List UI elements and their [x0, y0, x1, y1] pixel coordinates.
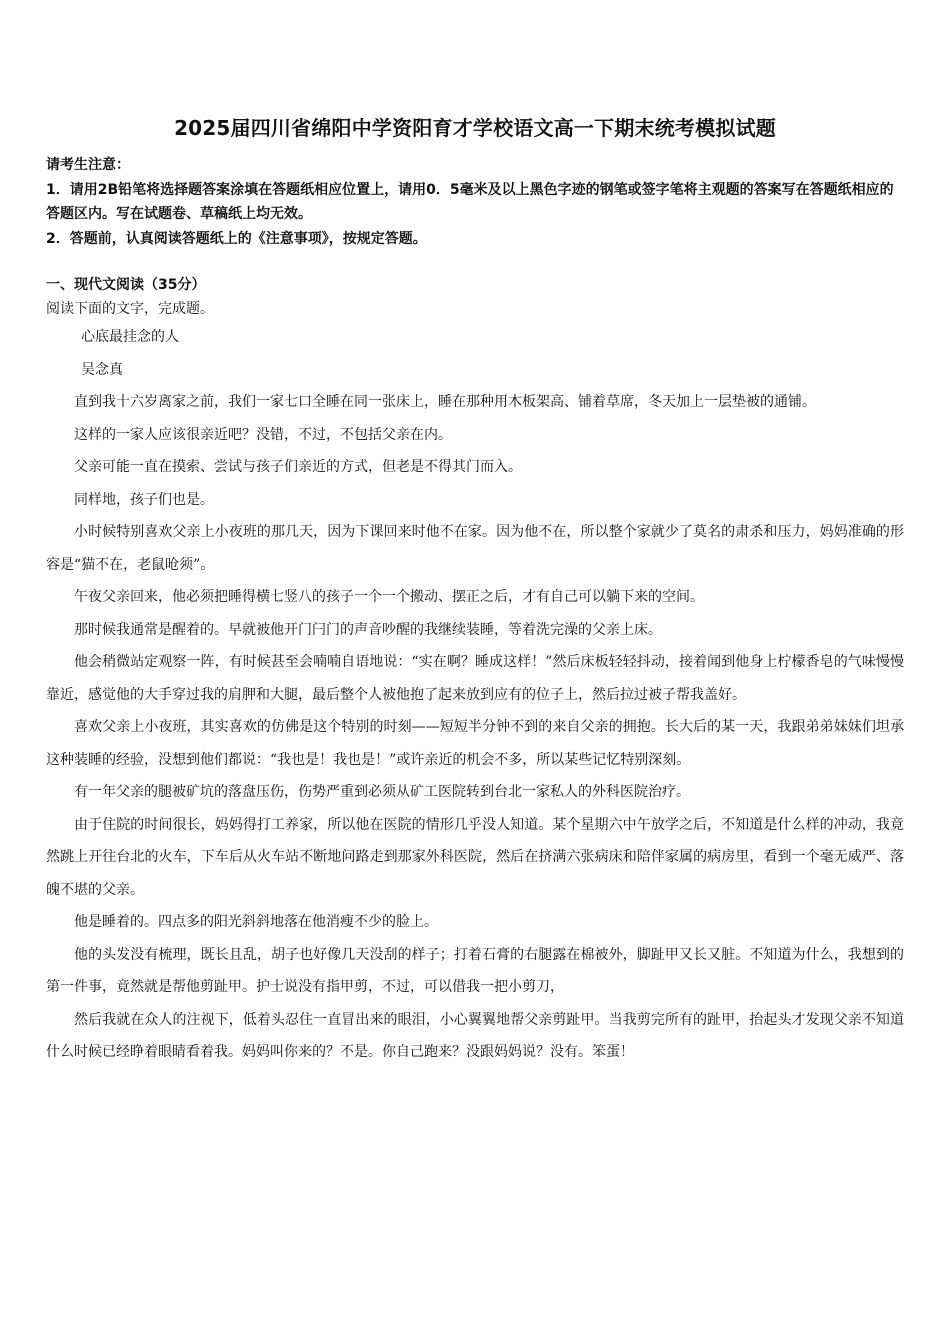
notice-heading: 请考生注意：	[46, 157, 130, 173]
passage-paragraph: 由于住院的时间很长，妈妈得打工养家，所以他在医院的情形几乎没人知道。某个星期六中午放学之后，不知道是什么样的冲动，我竟然跳上开往台北的火车，下车后从火车站不断地问路走到那家外科医院，然后在挤满六张病床和陪伴家属的病房里，看到一个毫无威严、落魄不堪的父亲。	[46, 816, 904, 898]
passage-paragraph: 有一年父亲的腿被矿坑的落盘压伤，伤势严重到必须从矿工医院转到台北一家私人的外科医院治疗。	[74, 784, 690, 800]
passage-paragraph: 午夜父亲回来，他必须把睡得横七竖八的孩子一个一个搬动、摆正之后，才有自己可以躺下来的空间。	[74, 589, 704, 605]
passage-paragraph: 这样的一家人应该很亲近吧？没错，不过，不包括父亲在内。	[74, 426, 452, 443]
reading-instruction: 阅读下面的文字，完成题。	[46, 301, 214, 317]
reading-passage	[46, 321, 904, 1069]
passage-paragraph: 他会稍微站定观察一阵，有时候甚至会喃喃自语地说：“实在啊？睡成这样！”然后床板轻轻抖动，接着闻到他身上柠檬香皂的气味慢慢靠近，感觉他的大手穿过我的肩胛和大腿，最后整个人被他抱了起来放到应有的位子上，然后拉过被子帮我盖好。	[46, 654, 904, 703]
notice-item: 1．请用2B铅笔将选择题答案涂填在答题纸相应位置上，请用0．5毫米及以上黑色字迹的钢笔或签字笔将主观题的答案写在答题纸相应的答题区内。写在试题卷、草稿纸上均无效。	[46, 181, 894, 222]
story-author: 吴念真	[81, 361, 123, 378]
passage-paragraph: 父亲可能一直在摸索、尝试与孩子们亲近的方式，但老是不得其门而入。	[74, 459, 522, 475]
section-heading: 一、现代文阅读（35分）	[46, 277, 206, 293]
passage-paragraph: 然后我就在众人的注视下，低着头忍住一直冒出来的眼泪，小心翼翼地帮父亲剪趾甲。当我剪完所有的趾甲，抬起头才发现父亲不知道什么时候已经睁着眼睛看着我。妈妈叫你来的？不是。你自己跑来？没跟妈妈说？没有。笨蛋！	[46, 1011, 904, 1060]
notice-item: 2．答题前，认真阅读答题纸上的《注意事项》，按规定答题。	[46, 230, 427, 247]
story-title: 心底最挂念的人	[81, 329, 179, 345]
passage-paragraph: 同样地，孩子们也是。	[74, 491, 214, 508]
passage-paragraph: 他的头发没有梳理，既长且乱，胡子也好像几天没刮的样子；打着石膏的右腿露在棉被外，脚趾甲又长又脏。不知道为什么，我想到的第一件事，竟然就是帮他剪趾甲。护士说没有指甲剪，不过，可以借我一把小剪刀，	[46, 946, 904, 995]
passage-paragraph: 他是睡着的。四点多的阳光斜斜地落在他消瘦不少的脸上。	[74, 914, 438, 930]
notice-block	[46, 153, 904, 251]
passage-paragraph: 直到我十六岁离家之前，我们一家七口全睡在同一张床上，睡在那种用木板架高、铺着草席，冬天加上一层垫被的通铺。	[74, 394, 816, 410]
passage-paragraph: 小时候特别喜欢父亲上小夜班的那几天，因为下课回来时他不在家。因为他不在，所以整个家就少了莫名的肃杀和压力，妈妈准确的形容是“猫不在，老鼠呛须”。	[46, 524, 904, 573]
passage-paragraph: 那时候我通常是醒着的。早就被他开门闩门的声音吵醒的我继续装睡，等着洗完澡的父亲上床。	[74, 621, 662, 638]
exam-title: 2025届四川省绵阳中学资阳育才学校语文高一下期末统考模拟试题	[174, 116, 776, 140]
passage-paragraph: 喜欢父亲上小夜班，其实喜欢的仿佛是这个特别的时刻——短短半分钟不到的来自父亲的拥抱。长大后的某一天，我跟弟弟妹妹们坦承这种装睡的经验，没想到他们都说：“我也是！我也是！”或许亲近的机会不多，所以某些记忆特别深刻。	[46, 719, 904, 768]
